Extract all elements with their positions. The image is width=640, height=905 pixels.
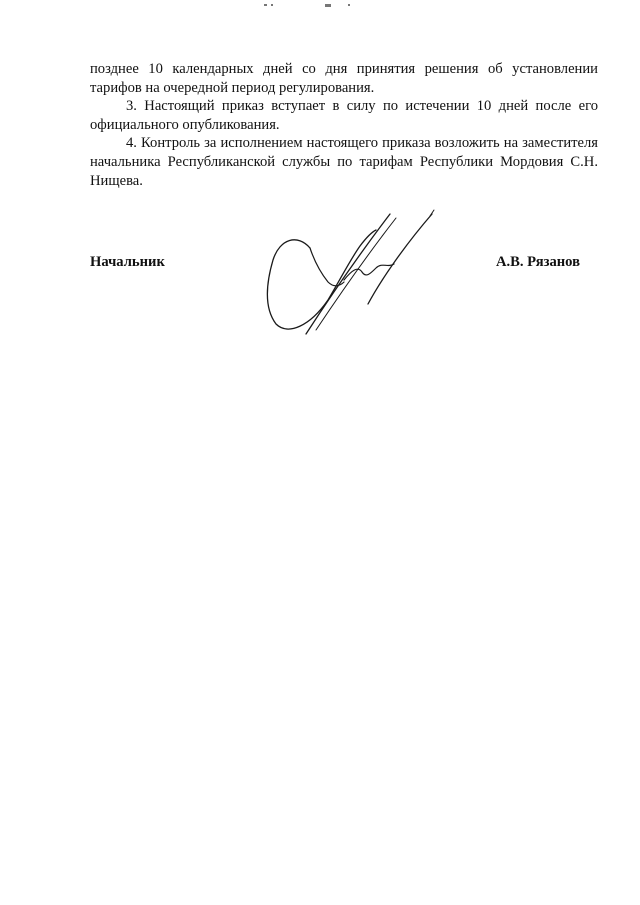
paragraph-4: 4. Контроль за исполнением настоящего приказа возложить на заместителя начальника Республиканской службы по тарифам Республики Мордовия С.Н. Нищева. [90,135,598,189]
paragraph-continuation: позднее 10 календарных дней со дня принятия решения об установлении тарифов на очередной период регулирования. [90,61,598,96]
signature-block [90,254,580,276]
paragraph-3: 3. Настоящий приказ вступает в силу по истечении 10 дней после его официального опубликования. [90,98,598,133]
signatory-title: Начальник [90,254,165,270]
document-body [90,60,598,190]
scan-artifacts [262,4,362,10]
signatory-name: А.В. Рязанов [495,254,580,270]
